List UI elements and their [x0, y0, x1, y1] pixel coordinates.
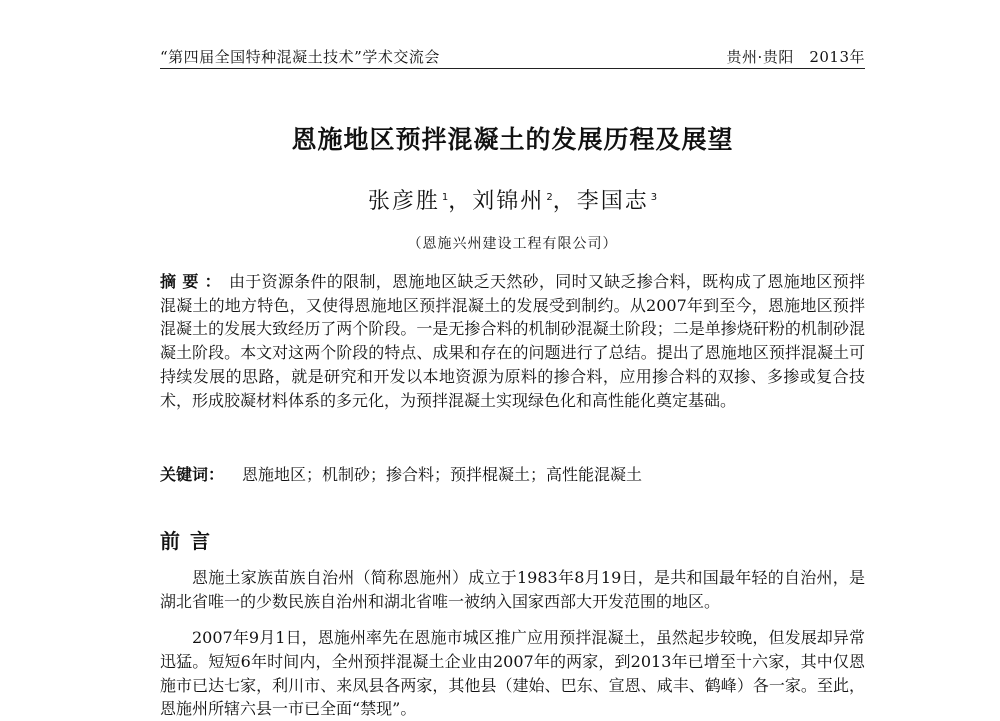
body-paragraph: 2007年9月1日，恩施州率先在恩施市城区推广应用预拌混凝土，虽然起步较晚，但发展却异常迅猛。短短6年时间内，全州预拌混凝土企业由2007年的两家，到2013年已增至十六家，其中仅恩施市已达七家，利川市、来凤县各两家，其他县（建始、巴东、宣恩、咸丰、鹤峰）各一家。至此，恩施州所辖六县一市已全面“禁现”。	[160, 628, 865, 719]
abstract	[160, 270, 865, 412]
conference-name: “第四届全国特种混凝土技术”学术交流会	[160, 48, 440, 66]
keywords-text: 恩施地区；机制砂；掺合料；预拌棍凝土；高性能混凝土	[242, 465, 643, 484]
author-name: 刘锦州	[472, 189, 545, 214]
abstract-label: 摘要：	[160, 272, 227, 291]
author-separator: ，	[552, 189, 577, 214]
body-paragraph: 恩施土家族苗族自治州（简称恩施州）成立于1983年8月19日，是共和国最年轻的自治州，是湖北省唯一的少数民族自治州和湖北省唯一被纳入国家西部大开发范围的地区。	[160, 568, 865, 611]
venue-year: 贵州·贵阳 2013年	[726, 48, 865, 66]
author-affiliation-mark: 3	[650, 191, 658, 203]
section-heading: 前言	[160, 529, 220, 553]
author-name: 李国志	[576, 189, 649, 214]
author-affiliation-mark: 2	[546, 191, 553, 203]
author-list	[160, 184, 865, 215]
running-header	[160, 42, 865, 69]
keywords-label: 关键词：	[160, 465, 225, 484]
affiliation: （恩施兴州建设工程有限公司）	[407, 236, 618, 252]
author-name: 张彦胜	[367, 189, 440, 214]
keywords	[160, 462, 865, 485]
abstract-text: 由于资源条件的限制，恩施地区缺乏天然砂，同时又缺乏掺合料，既构成了恩施地区预拌混凝土的地方特色，又使得恩施地区预拌混凝土的发展受到制约。从2007年到至今，恩施地区预拌混凝土的发展大致经历了两个阶段。一是无掺合料的机制砂混凝土阶段；二是单掺烧矸粉的机制砂混凝土阶段。本文对这两个阶段的特点、成果和存在的问题进行了总结。提出了恩施地区预拌混凝土可持续发展的思路，就是研究和开发以本地资源为原料的掺合料，应用掺合料的双掺、多掺或复合技术，形成胶凝材料体系的多元化，为预拌混凝土实现绿色化和高性能化奠定基础。	[160, 272, 865, 410]
paper-title: 恩施地区预拌混凝土的发展历程及展望	[291, 125, 734, 154]
author-separator: ，	[448, 189, 473, 214]
author-affiliation-mark: 1	[441, 191, 449, 203]
